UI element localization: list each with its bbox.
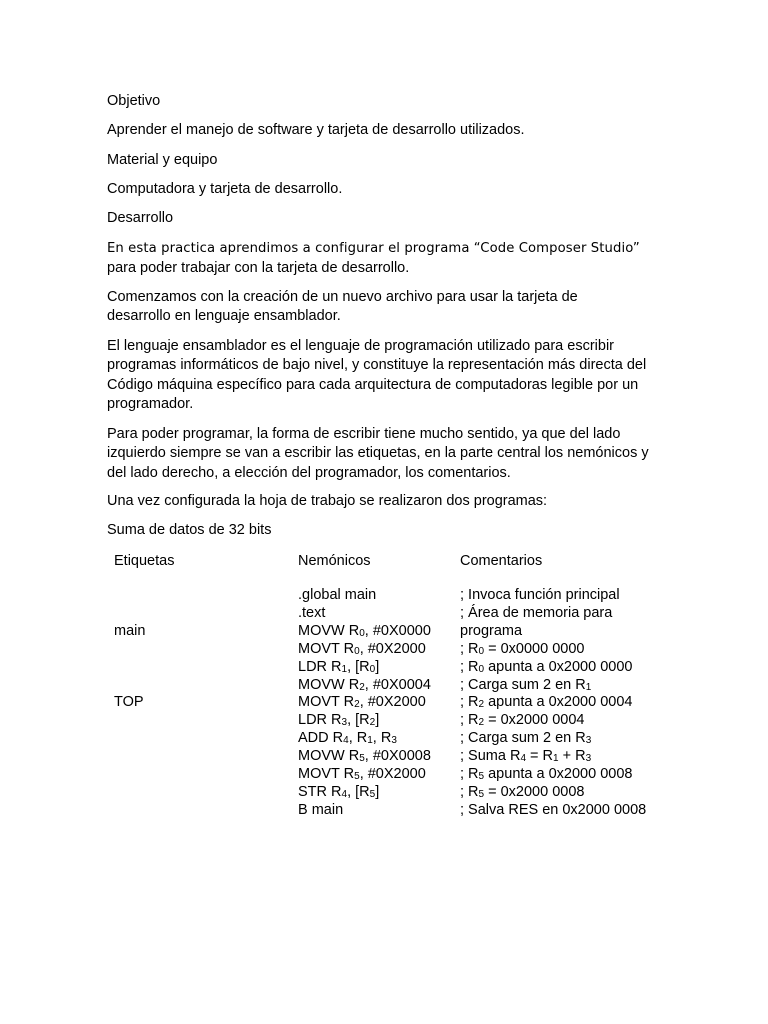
paragraph-5: Una vez configurada la hoja de trabajo se realizaron dos programas: [107,493,548,509]
mnemonic-line: MOVT $R_5$, #0X2000 [298,766,426,783]
label-top: TOP [114,694,144,710]
objetivo-text: Aprender el manejo de software y tarjeta de desarrollo utilizados. [107,122,525,138]
desarrollo-heading: Desarrollo [107,210,174,226]
mnemonic-line: MOVW $R_5$, #0X0008 [298,748,431,765]
comments-column [460,587,646,820]
comment-line: ; $R_5$ apunta a 0x2000 0008 [460,766,633,783]
mnemonic-line: MOVT $R_0$, #0X2000 [298,640,426,657]
mnemonic-line: MOVW $R_0$, #0X0000 [298,622,431,639]
comment-line: ; Área de memoria para [460,604,613,621]
mnemonic-line: MOVW $R_2$, #0X0004 [298,676,431,693]
comment-line: ; $R_5 = 0x2000$ 0008 [460,783,585,800]
mnemonics-column [298,587,431,820]
mnemonic-line: LDR $R_3$, $[R_2]$ [298,712,380,729]
header-mnemonics: Nemónicos [298,553,371,569]
program-subtitle: Suma de datos de 32 bits [107,522,272,538]
mnemonic-line: LDR $R_1$, $[R_0]$ [298,658,380,675]
header-comments: Comentarios [460,553,543,569]
header-labels: Etiquetas [114,553,175,569]
comment-line: programa [460,622,523,639]
mnemonic-line: .global main [298,587,377,603]
label-main: main [114,623,146,639]
mnemonic-line: ADD $R_4$, $R_1$, $R_3$ [298,730,397,747]
paragraph-1-line-1: En esta practica aprendimos a configurar el programa “Code Composer Studio” [107,241,640,256]
paragraph-3: El lenguaje ensamblador es el lenguaje de programación utilizado para escribir programas informáticos de bajo nivel, y constituye la representación más directa del Código máquina específico para cada arquitectura de computadoras legible por un programador. [107,338,647,412]
material-text: Computadora y tarjeta de desarrollo. [107,181,343,197]
paragraph-2: Comenzamos con la creación de un nuevo archivo para usar la tarjeta de desarrollo en lenguaje ensamblador. [107,289,578,325]
comment-line: ; Invoca función principal [460,587,620,603]
paragraph-4: Para poder programar, la forma de escribir tiene mucho sentido, ya que del lado izquierdo siempre se van a escribir las etiquetas, en la parte central los nemónicos y del lado derecho, a elección del programador, los comentarios. [107,426,649,481]
mnemonic-line: MOVT $R_2$, #0X2000 [298,694,426,711]
comment-line: ; Salva RES en 0x2000 0008 [460,801,647,818]
comment-line: ; $R_2 = 0x2000$ 0004 [460,712,585,729]
objetivo-heading: Objetivo [107,93,161,109]
comment-line: ; $R_0 = 0x0000$ 0000 [460,640,585,657]
comment-line: ; $R_0$ apunta a 0x2000 0000 [460,658,633,675]
mnemonic-line: B main [298,801,344,818]
mnemonic-line: .text [298,604,326,621]
mnemonic-line: STR $R_4$, $[R_5]$ [298,783,380,800]
comment-line: ; Suma $R_4 = R_1 + R_3$ [460,748,592,765]
comment-line: ; Carga sum 2 en $R_3$ [460,730,592,747]
comment-line: ; Carga sum 2 en $R_1$ [460,676,592,693]
comment-line: ; $R_2$ apunta a 0x2000 0004 [460,694,633,711]
material-heading: Material y equipo [107,152,218,168]
paragraph-1-line-2: para poder trabajar con la tarjeta de desarrollo. [107,260,410,276]
